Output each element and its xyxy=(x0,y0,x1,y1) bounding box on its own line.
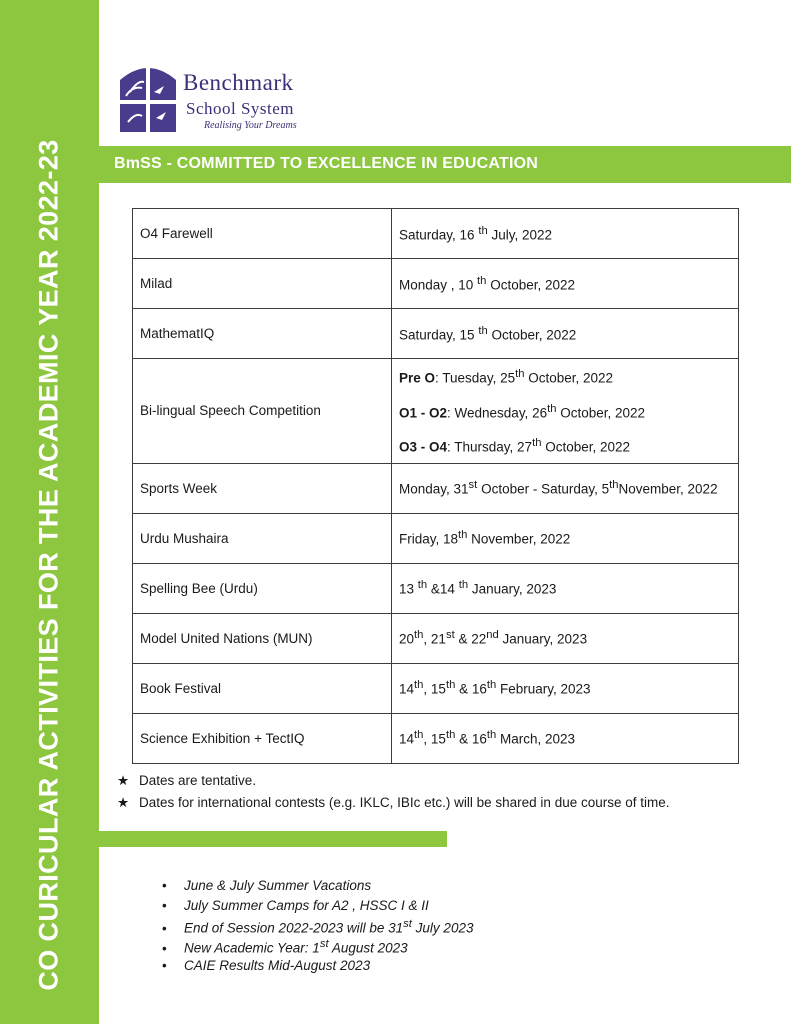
bullet-icon: • xyxy=(162,940,167,956)
event-name: Book Festival xyxy=(133,663,392,713)
event-name: Model United Nations (MUN) xyxy=(133,613,392,663)
list-item: ★ Dates for international contests (e.g. IKLC, IBIc etc.) will be shared in due course of time. xyxy=(117,795,670,810)
events-table xyxy=(132,208,739,764)
event-name: MathematIQ xyxy=(133,309,392,359)
school-logo xyxy=(120,62,360,137)
logo-name-line1: Benchmark xyxy=(183,70,294,95)
event-name: O4 Farewell xyxy=(133,209,392,259)
event-date: 14th, 15th & 16th March, 2023 xyxy=(392,713,739,763)
star-icon: ★ xyxy=(117,795,130,810)
table-row xyxy=(133,259,739,309)
logo-emblem-icon xyxy=(120,62,176,132)
star-icon: ★ xyxy=(117,773,130,788)
table-row xyxy=(133,713,739,763)
table-row xyxy=(133,663,739,713)
event-name: Bi-lingual Speech Competition xyxy=(133,359,392,464)
event-name: Milad xyxy=(133,259,392,309)
list-item: • June & July Summer Vacations xyxy=(162,878,372,893)
bullet-icon: • xyxy=(162,878,167,893)
motto-text: BmSS - COMMITTED TO EXCELLENCE IN EDUCATION xyxy=(114,155,539,172)
event-name: Sports Week xyxy=(133,463,392,513)
logo-name-line2: School System xyxy=(186,99,295,118)
event-date: Pre O: Tuesday, 25th October, 2022 O1 - O2: Wednesday, 26th October, 2022 O3 - O4: Thursday, 27th October, 2022 xyxy=(392,359,739,464)
event-date: 20th, 21st & 22nd January, 2023 xyxy=(392,613,739,663)
event-date: Friday, 18th November, 2022 xyxy=(392,513,739,563)
event-date: Monday, 31st October - Saturday, 5thNovember, 2022 xyxy=(392,463,739,513)
divider-bar xyxy=(99,831,447,847)
event-date: 14th, 15th & 16th February, 2023 xyxy=(392,663,739,713)
event-date: Saturday, 15 $^{th}$ October, 2022 xyxy=(392,309,739,359)
list-item: • July Summer Camps for A2 , HSSC I & II xyxy=(162,898,429,913)
bullet-icon: • xyxy=(162,958,167,973)
motto-banner xyxy=(99,146,791,183)
event-date: Saturday, 16 $^{th}$ July, 2022 xyxy=(392,209,739,259)
table-row xyxy=(133,463,739,513)
list-item: • CAIE Results Mid-August 2023 xyxy=(162,958,371,973)
side-title: CO CURICULAR ACTIVITIES FOR THE ACADEMIC YEAR 2022-23 xyxy=(33,139,64,991)
event-name: Urdu Mushaira xyxy=(133,513,392,563)
table-row xyxy=(133,563,739,613)
list-item: • New Academic Year: 1st August 2023 xyxy=(162,938,408,956)
event-name: Science Exhibition + TectIQ xyxy=(133,713,392,763)
table-row xyxy=(133,359,739,464)
side-bar xyxy=(0,0,99,1024)
table-row xyxy=(133,613,739,663)
bullet-icon: • xyxy=(162,920,167,936)
table-row xyxy=(133,309,739,359)
list-item: ★ Dates are tentative. xyxy=(117,773,257,788)
info-list xyxy=(162,878,473,978)
event-name: Spelling Bee (Urdu) xyxy=(133,563,392,613)
table-row xyxy=(133,209,739,259)
notes-list xyxy=(117,773,670,817)
table-row xyxy=(133,513,739,563)
list-item: • End of Session 2022-2023 will be 31st July 2023 xyxy=(162,918,474,936)
logo-tagline: Realising Your Dreams xyxy=(204,120,297,131)
event-date: 13 $^{th}$ &14 $^{th}$ January, 2023 xyxy=(392,563,739,613)
event-date: Monday , 10 $^{th}$ October, 2022 xyxy=(392,259,739,309)
bullet-icon: • xyxy=(162,898,167,913)
